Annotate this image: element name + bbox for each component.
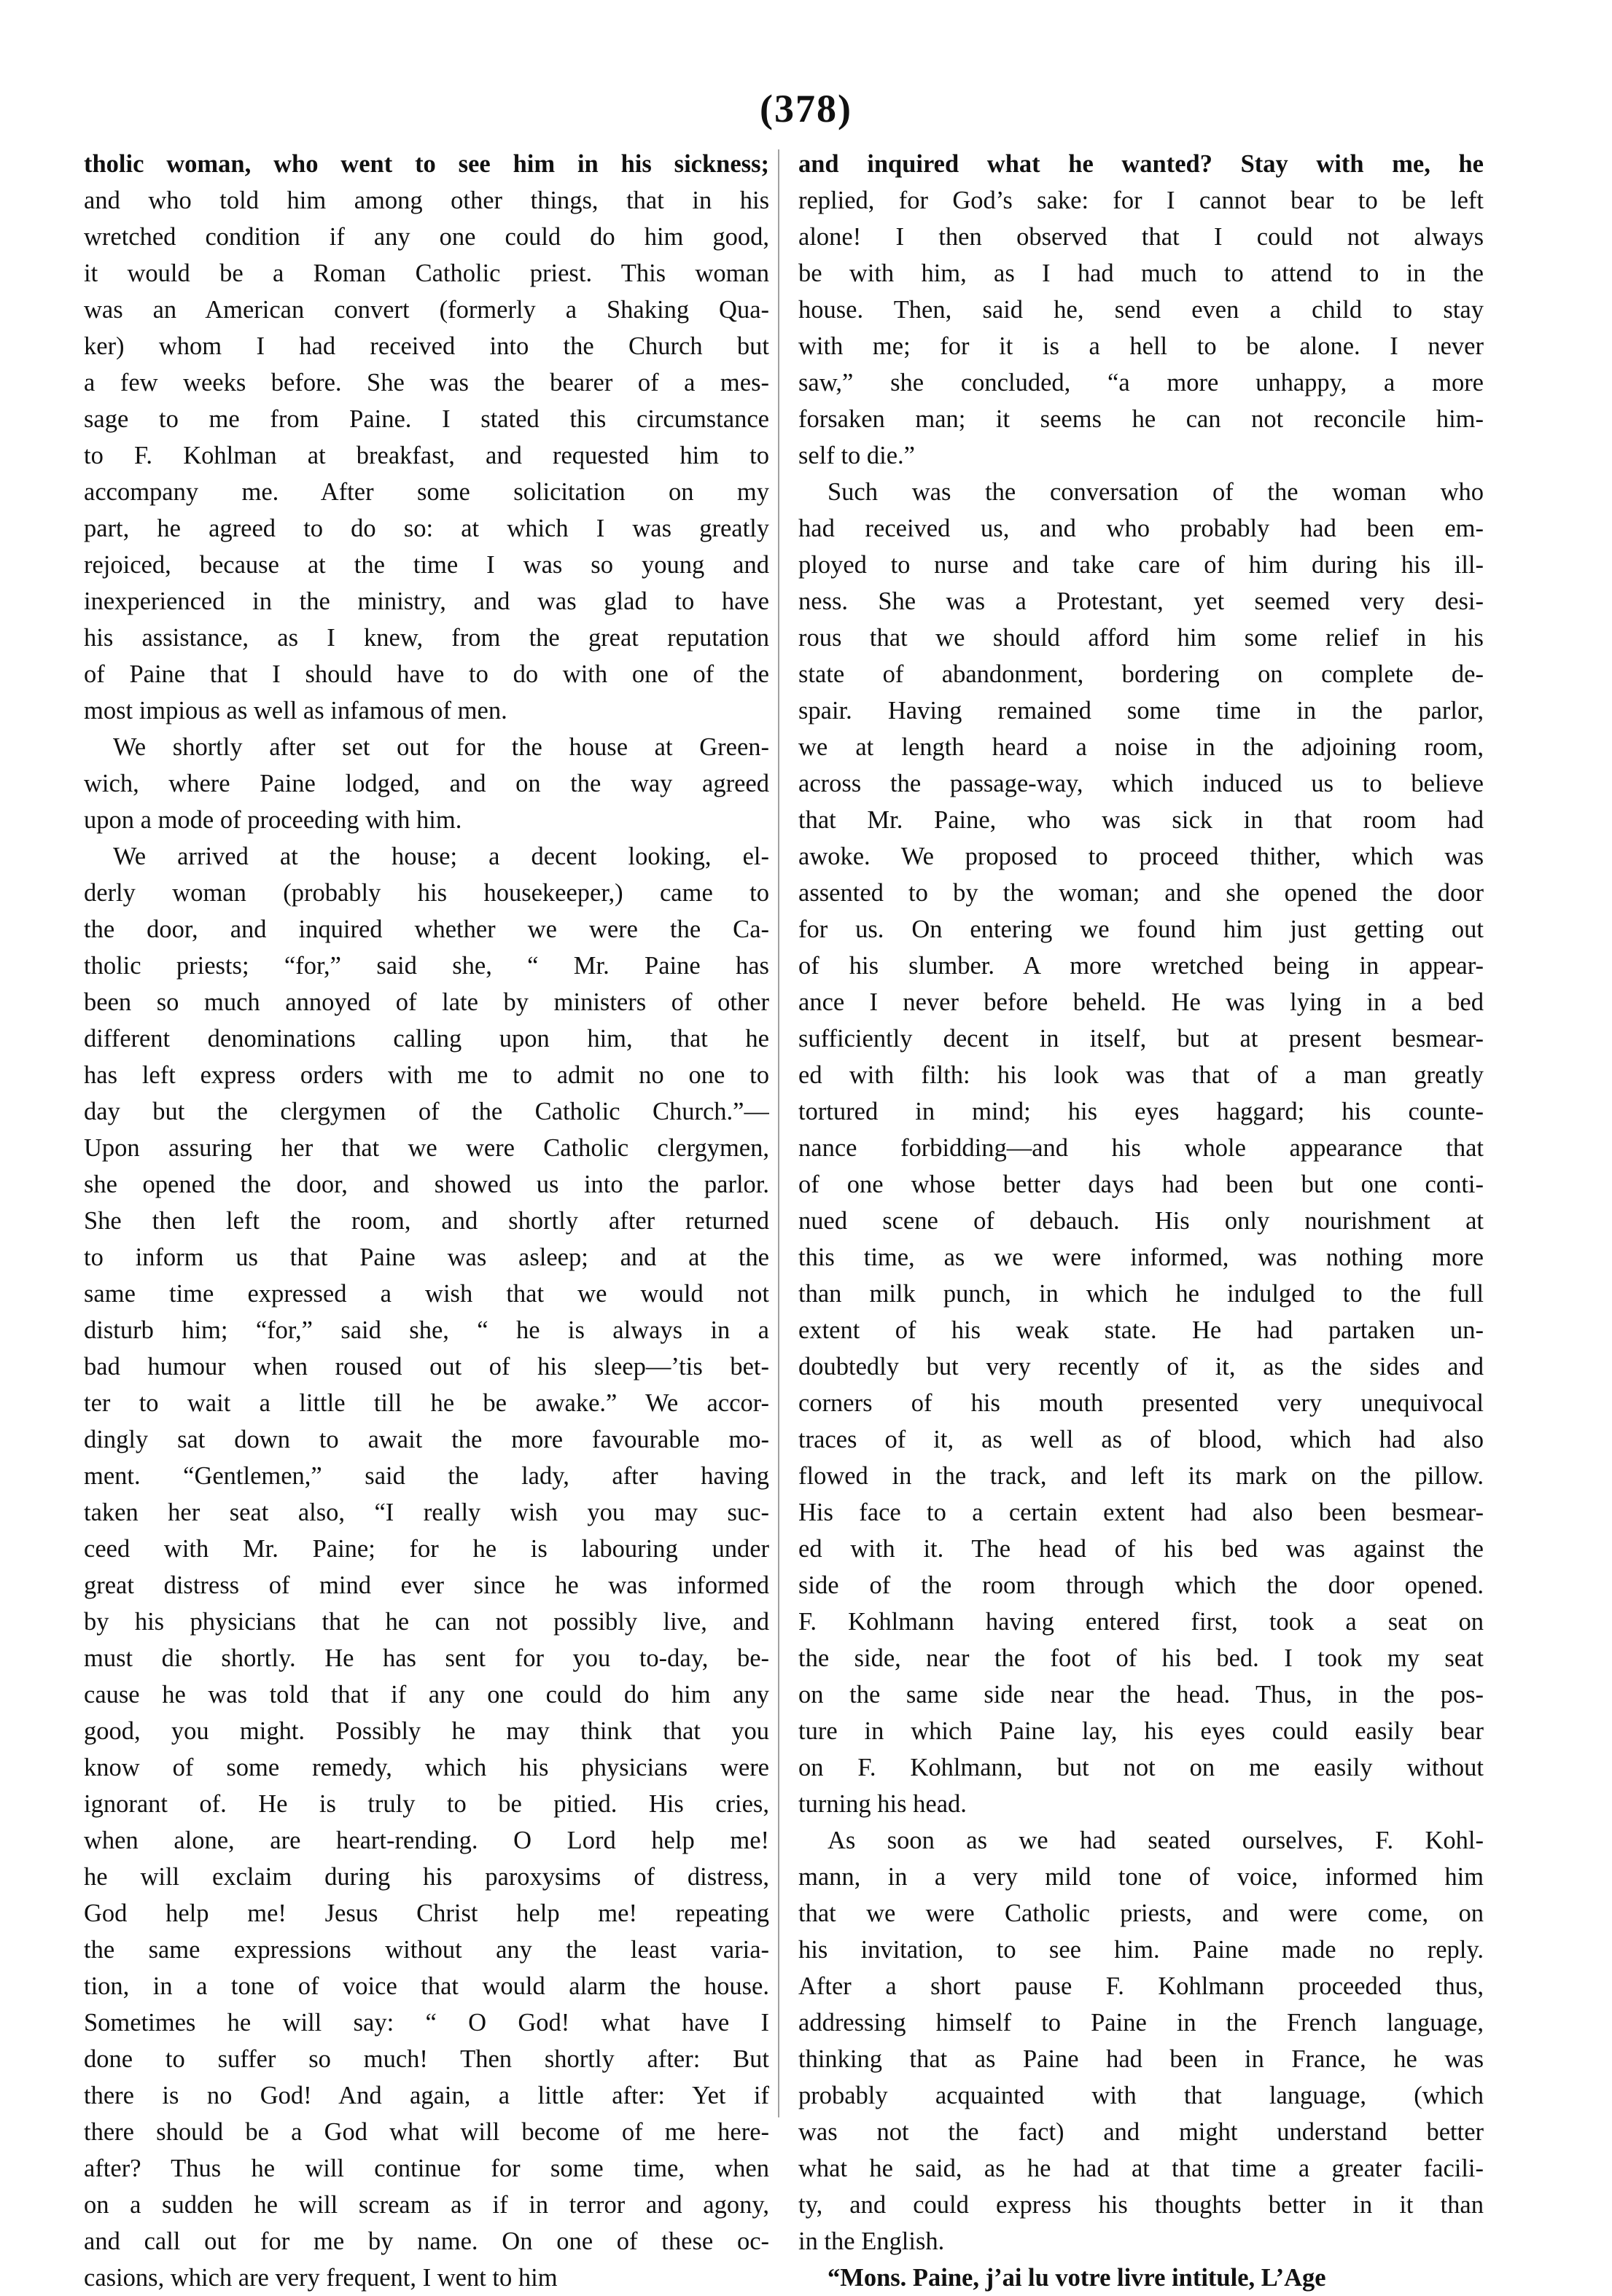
text-line: ment. “Gentlemen,” said the lady, after having xyxy=(84,1462,769,1490)
text-line: replied, for God’s sake: for I cannot bear to be left xyxy=(798,187,1484,214)
text-line: in the English. xyxy=(798,2227,945,2255)
text-line: most impious as well as infamous of men. xyxy=(84,697,507,725)
text-line: assented to by the woman; and she opened the door xyxy=(798,879,1484,907)
text-line: “Mons. Paine, j’ai lu votre livre intitule, L’Age xyxy=(828,2264,1326,2292)
text-line: ance I never before beheld. He was lying in a bed xyxy=(798,988,1484,1016)
text-line: a few weeks before. She was the bearer of a mes- xyxy=(84,369,769,397)
text-line: corners of his mouth presented very unequivocal xyxy=(798,1389,1484,1417)
text-line: there should be a God what will become of me here- xyxy=(84,2118,769,2146)
text-line: upon a mode of proceeding with him. xyxy=(84,806,462,834)
text-line: sage to me from Paine. I stated this circumstance xyxy=(84,405,769,433)
text-line: ty, and could express his thoughts better in it than xyxy=(798,2191,1484,2219)
text-line: tholic priests; “for,” said she, “ Mr. Paine has xyxy=(84,952,769,980)
text-line: doubtedly but very recently of it, as the sides and xyxy=(798,1353,1484,1381)
column-divider xyxy=(778,149,779,2117)
text-line: Such was the conversation of the woman who xyxy=(828,478,1484,506)
text-line: across the passage-way, which induced us to believe xyxy=(798,770,1484,797)
text-line: sufficiently decent in itself, but at present besmear- xyxy=(798,1025,1484,1053)
text-line: Upon assuring her that we were Catholic clergymen, xyxy=(84,1134,769,1162)
text-line: tion, in a tone of voice that would alarm the house. xyxy=(84,1972,769,2000)
text-line: that Mr. Paine, who was sick in that room had xyxy=(798,806,1484,834)
text-line: there is no God! And again, a little after: Yet if xyxy=(84,2082,769,2109)
text-line: As soon as we had seated ourselves, F. Kohl- xyxy=(828,1827,1484,1854)
text-line: F. Kohlmann having entered first, took a seat on xyxy=(798,1608,1484,1636)
text-line: ignorant of. He is truly to be pitied. His cries, xyxy=(84,1790,769,1818)
text-line: accompany me. After some solicitation on my xyxy=(84,478,769,506)
text-line: rejoiced, because at the time I was so young and xyxy=(84,551,769,579)
text-line: ture in which Paine lay, his eyes could easily bear xyxy=(798,1717,1484,1745)
text-line: She then left the room, and shortly after returned xyxy=(84,1207,769,1235)
text-line: We arrived at the house; a decent looking, el- xyxy=(113,843,769,870)
text-line: ed with filth: his look was that of a man greatly xyxy=(798,1061,1484,1089)
text-line: state of abandonment, bordering on complete de- xyxy=(798,660,1484,688)
left-column xyxy=(84,146,769,2296)
text-line: side of the room through which the door opened. xyxy=(798,1571,1484,1599)
text-line: he will exclaim during his paroxysims of distress, xyxy=(84,1863,769,1891)
text-line: of one whose better days had been but one conti- xyxy=(798,1171,1484,1198)
text-line: to F. Kohlman at breakfast, and requested him to xyxy=(84,442,769,469)
text-line: it would be a Roman Catholic priest. This woman xyxy=(84,259,769,287)
text-line: saw,” she concluded, “a more unhappy, a more xyxy=(798,369,1484,397)
text-line: for us. On entering we found him just getting out xyxy=(798,915,1484,943)
text-line: disturb him; “for,” said she, “ he is always in a xyxy=(84,1316,769,1344)
text-line: and call out for me by name. On one of these oc- xyxy=(84,2227,769,2255)
text-line: derly woman (probably his housekeeper,) came to xyxy=(84,879,769,907)
text-line: that we were Catholic priests, and were come, on xyxy=(798,1899,1484,1927)
text-line: by his physicians that he can not possibly live, and xyxy=(84,1608,769,1636)
text-line: same time expressed a wish that we would not xyxy=(84,1280,769,1308)
text-line: Sometimes he will say: “ O God! what have I xyxy=(84,2009,769,2037)
text-line: traces of it, as well as of blood, which had also xyxy=(798,1426,1484,1453)
text-line: and who told him among other things, that in his xyxy=(84,187,769,214)
text-line: self to die.” xyxy=(798,442,915,469)
text-line: inexperienced in the ministry, and was glad to have xyxy=(84,587,769,615)
text-line: turning his head. xyxy=(798,1790,967,1818)
text-line: and inquired what he wanted? Stay with me, he xyxy=(798,150,1484,178)
text-line: on F. Kohlmann, but not on me easily without xyxy=(798,1754,1484,1781)
text-line: spair. Having remained some time in the parlor, xyxy=(798,697,1484,725)
text-line: ed with it. The head of his bed was against the xyxy=(798,1535,1484,1563)
text-line: God help me! Jesus Christ help me! repeating xyxy=(84,1899,769,1927)
text-line: day but the clergymen of the Catholic Church.”— xyxy=(84,1098,769,1125)
text-line: We shortly after set out for the house at Green- xyxy=(113,733,769,761)
text-line: nued scene of debauch. His only nourishment at xyxy=(798,1207,1484,1235)
text-line: After a short pause F. Kohlmann proceeded thus, xyxy=(798,1972,1484,2000)
text-line: had received us, and who probably had been em- xyxy=(798,515,1484,542)
text-line: with me; for it is a hell to be alone. I never xyxy=(798,332,1484,360)
text-line: the side, near the foot of his bed. I took my seat xyxy=(798,1644,1484,1672)
text-line: his assistance, as I knew, from the great reputation xyxy=(84,624,769,652)
right-column xyxy=(798,146,1484,2296)
text-line: dingly sat down to await the more favourable mo- xyxy=(84,1426,769,1453)
text-line: ployed to nurse and take care of him during his ill- xyxy=(798,551,1484,579)
text-line: nance forbidding—and his whole appearance that xyxy=(798,1134,1484,1162)
text-line: was not the fact) and might understand better xyxy=(798,2118,1484,2146)
text-line: was an American convert (formerly a Shaking Qua- xyxy=(84,296,769,324)
text-line: after? Thus he will continue for some time, when xyxy=(84,2155,769,2182)
text-line: ness. She was a Protestant, yet seemed very desi- xyxy=(798,587,1484,615)
text-line: been so much annoyed of late by ministers of other xyxy=(84,988,769,1016)
text-line: taken her seat also, “I really wish you may suc- xyxy=(84,1499,769,1526)
text-line: different denominations calling upon him, that he xyxy=(84,1025,769,1053)
text-line: the same expressions without any the least varia- xyxy=(84,1936,769,1964)
text-line: tortured in mind; his eyes haggard; his counte- xyxy=(798,1098,1484,1125)
text-line: addressing himself to Paine in the French language, xyxy=(798,2009,1484,2037)
text-line: cause he was told that if any one could do him any xyxy=(84,1681,769,1709)
text-line: on a sudden he will scream as if in terror and agony, xyxy=(84,2191,769,2219)
text-line: casions, which are very frequent, I went to him xyxy=(84,2264,558,2292)
text-line: of his slumber. A more wretched being in appear- xyxy=(798,952,1484,980)
text-line: awoke. We proposed to proceed thither, which was xyxy=(798,843,1484,870)
text-line: on the same side near the head. Thus, in the pos- xyxy=(798,1681,1484,1709)
text-line: great distress of mind ever since he was informed xyxy=(84,1571,769,1599)
text-line: has left express orders with me to admit no one to xyxy=(84,1061,769,1089)
text-line: His face to a certain extent had also been besmear- xyxy=(798,1499,1484,1526)
text-line: must die shortly. He has sent for you to-day, be- xyxy=(84,1644,769,1672)
text-line: the door, and inquired whether we were the Ca- xyxy=(84,915,769,943)
text-line: know of some remedy, which his physicians were xyxy=(84,1754,769,1781)
text-line: forsaken man; it seems he can not reconcile him- xyxy=(798,405,1484,433)
text-line: of Paine that I should have to do with one of the xyxy=(84,660,769,688)
text-line: alone! I then observed that I could not always xyxy=(798,223,1484,251)
text-line: than milk punch, in which he indulged to the full xyxy=(798,1280,1484,1308)
text-line: what he said, as he had at that time a greater facili- xyxy=(798,2155,1484,2182)
text-line: tholic woman, who went to see him in his sickness; xyxy=(84,150,769,178)
text-line: flowed in the track, and left its mark on the pillow. xyxy=(798,1462,1484,1490)
text-line: mann, in a very mild tone of voice, informed him xyxy=(798,1863,1484,1891)
text-line: to inform us that Paine was asleep; and at the xyxy=(84,1243,769,1271)
text-line: rous that we should afford him some relief in his xyxy=(798,624,1484,652)
text-line: ceed with Mr. Paine; for he is labouring under xyxy=(84,1535,769,1563)
text-line: she opened the door, and showed us into the parlor. xyxy=(84,1171,769,1198)
text-line: good, you might. Possibly he may think that you xyxy=(84,1717,769,1745)
text-line: probably acquainted with that language, (which xyxy=(798,2082,1484,2109)
text-line: wich, where Paine lodged, and on the way agreed xyxy=(84,770,769,797)
text-line: wretched condition if any one could do him good, xyxy=(84,223,769,251)
text-line: we at length heard a noise in the adjoining room, xyxy=(798,733,1484,761)
text-line: his invitation, to see him. Paine made no reply. xyxy=(798,1936,1484,1964)
text-line: part, he agreed to do so: at which I was greatly xyxy=(84,515,769,542)
text-line: ker) whom I had received into the Church but xyxy=(84,332,769,360)
text-line: when alone, are heart-rending. O Lord help me! xyxy=(84,1827,769,1854)
text-line: house. Then, said he, send even a child to stay xyxy=(798,296,1484,324)
text-line: be with him, as I had much to attend to in the xyxy=(798,259,1484,287)
text-line: bad humour when roused out of his sleep—’tis bet- xyxy=(84,1353,769,1381)
text-line: this time, as we were informed, was nothing more xyxy=(798,1243,1484,1271)
text-line: done to suffer so much! Then shortly after: But xyxy=(84,2045,769,2073)
text-line: thinking that as Paine had been in France, he was xyxy=(798,2045,1484,2073)
page-number: (378) xyxy=(760,87,852,130)
text-line: ter to wait a little till he be awake.” We accor- xyxy=(84,1389,769,1417)
text-line: extent of his weak state. He had partaken un- xyxy=(798,1316,1484,1344)
